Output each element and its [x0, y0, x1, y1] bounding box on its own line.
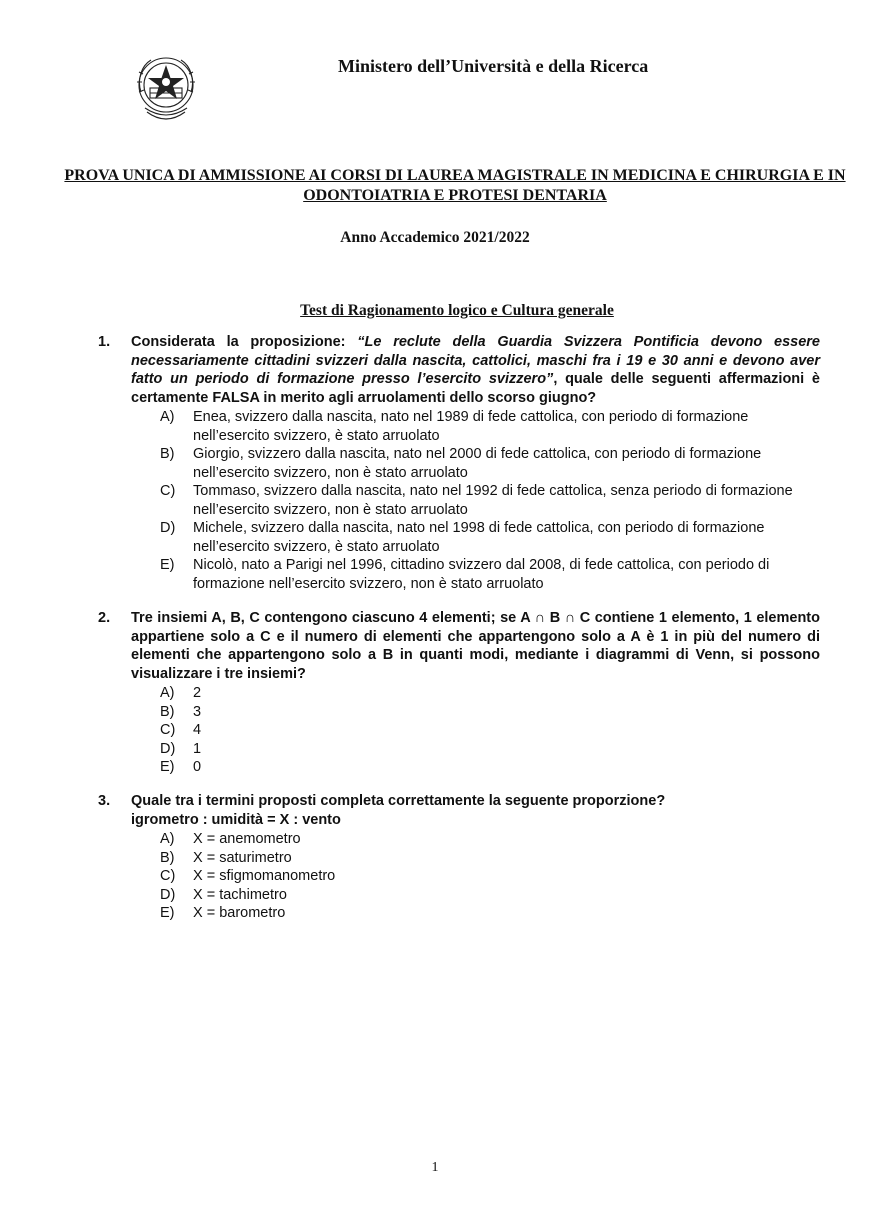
option-e[interactable] [160, 904, 820, 923]
academic-year: Anno Accademico 2021/2022 [340, 229, 530, 246]
option-letter: C) [160, 483, 176, 499]
option-a[interactable] [160, 830, 820, 849]
section-title: Test di Ragionamento logico e Cultura generale [300, 302, 614, 319]
option-text: Giorgio, svizzero dalla nascita, nato nel 2000 di fede cattolica, con periodo di formazione nell’esercito svizzero, non è stato arruolato [193, 446, 762, 481]
option-d[interactable] [160, 886, 820, 905]
option-text: 4 [193, 722, 202, 738]
option-text: 3 [193, 703, 202, 720]
ministry-name: Ministero dell’Università e della Ricerca [338, 56, 649, 76]
option-text: X = anemometro [193, 831, 301, 847]
option-letter: A) [160, 831, 175, 847]
option-text: Nicolò, nato a Parigi nel 1996, cittadino svizzero dal 2008, di fede cattolica, con periodo di formazione nell’esercito svizzero, non è stato arruolato [193, 557, 770, 592]
exam-title: PROVA UNICA DI AMMISSIONE AI CORSI DI LAUREA MAGISTRALE IN MEDICINA E CHIRURGIA E IN ODONTOIATRIA E PROTESI DENTARIA [64, 167, 846, 204]
option-letter: B) [160, 849, 175, 866]
question-text: Tre insiemi A, B, C contengono ciascuno 4 elementi; se A ∩ B ∩ C contiene 1 elemento, 1 elemento appartiene solo a C e il numero di elementi che appartengono solo a A è 1 in più del numero di elementi che appartengono solo a B in quanti modi, mediante i diagrammi di Venn, si possono visualizzare i tre insiemi? [131, 610, 820, 682]
option-text: Enea, svizzero dalla nascita, nato nel 1989 di fede cattolica, con periodo di formazione nell’esercito svizzero, è stato arruolato [193, 409, 749, 444]
option-letter: B) [160, 703, 175, 720]
page-number: 1 [431, 1160, 439, 1175]
option-c[interactable] [160, 482, 820, 519]
question-3 [98, 792, 820, 923]
option-text: X = sfigmomanometro [193, 868, 336, 884]
options-list [160, 408, 820, 593]
option-a[interactable] [160, 684, 820, 703]
options-list [160, 684, 820, 777]
option-text: Tommaso, svizzero dalla nascita, nato nel 1992 di fede cattolica, senza periodo di formazione nell’esercito svizzero, non è stato arruolato [193, 483, 793, 518]
option-c[interactable] [160, 867, 820, 886]
option-b[interactable] [160, 849, 820, 868]
option-text: 1 [193, 740, 202, 757]
option-letter: A) [160, 409, 175, 425]
option-e[interactable] [160, 556, 820, 593]
option-text: Michele, svizzero dalla nascita, nato nel 1998 di fede cattolica, con periodo di formazione nell’esercito svizzero, è stato arruolato [193, 520, 765, 555]
option-text: X = tachimetro [193, 886, 287, 903]
question-rest: , quale delle seguenti affermazioni è certamente FALSA in merito agli arruolamenti dello scorso giugno? [131, 371, 820, 406]
option-letter: A) [160, 685, 175, 701]
question-2 [98, 609, 820, 777]
option-letter: C) [160, 722, 176, 738]
options-list [160, 830, 820, 923]
option-letter: D) [160, 520, 176, 536]
option-text: X = saturimetro [193, 849, 292, 866]
italian-republic-emblem-icon [133, 52, 199, 126]
question-number: 3. [98, 793, 111, 809]
question-line-2: igrometro : umidità = X : vento [131, 811, 341, 828]
option-letter: E) [160, 759, 175, 775]
option-e[interactable] [160, 758, 820, 777]
question-intro: Considerata la proposizione: [131, 334, 358, 350]
option-letter: E) [160, 557, 175, 573]
option-text: X = barometro [193, 905, 286, 921]
option-letter: B) [160, 446, 175, 462]
option-d[interactable] [160, 740, 820, 759]
option-letter: D) [160, 740, 176, 757]
question-quote: “Le reclute della Guardia Svizzera Pontificia devono essere necessariamente cittadini svizzeri dalla nascita, cattolici, maschi fra i 19 e 30 anni e devono aver fatto un periodo di formazione presso l’esercito svizzero” [131, 334, 820, 387]
question-number: 2. [98, 610, 111, 626]
question-text [131, 792, 820, 829]
option-c[interactable] [160, 721, 820, 740]
option-text: 0 [193, 759, 202, 775]
question-line-1: Quale tra i termini proposti completa correttamente la seguente proporzione? [131, 793, 666, 809]
question-1 [98, 333, 820, 593]
option-text: 2 [193, 685, 202, 701]
option-letter: C) [160, 868, 176, 884]
option-b[interactable] [160, 703, 820, 722]
question-text [131, 333, 820, 407]
option-letter: E) [160, 905, 175, 921]
option-a[interactable] [160, 408, 820, 445]
option-letter: D) [160, 886, 176, 903]
question-number: 1. [98, 334, 111, 350]
option-b[interactable] [160, 445, 820, 482]
option-d[interactable] [160, 519, 820, 556]
